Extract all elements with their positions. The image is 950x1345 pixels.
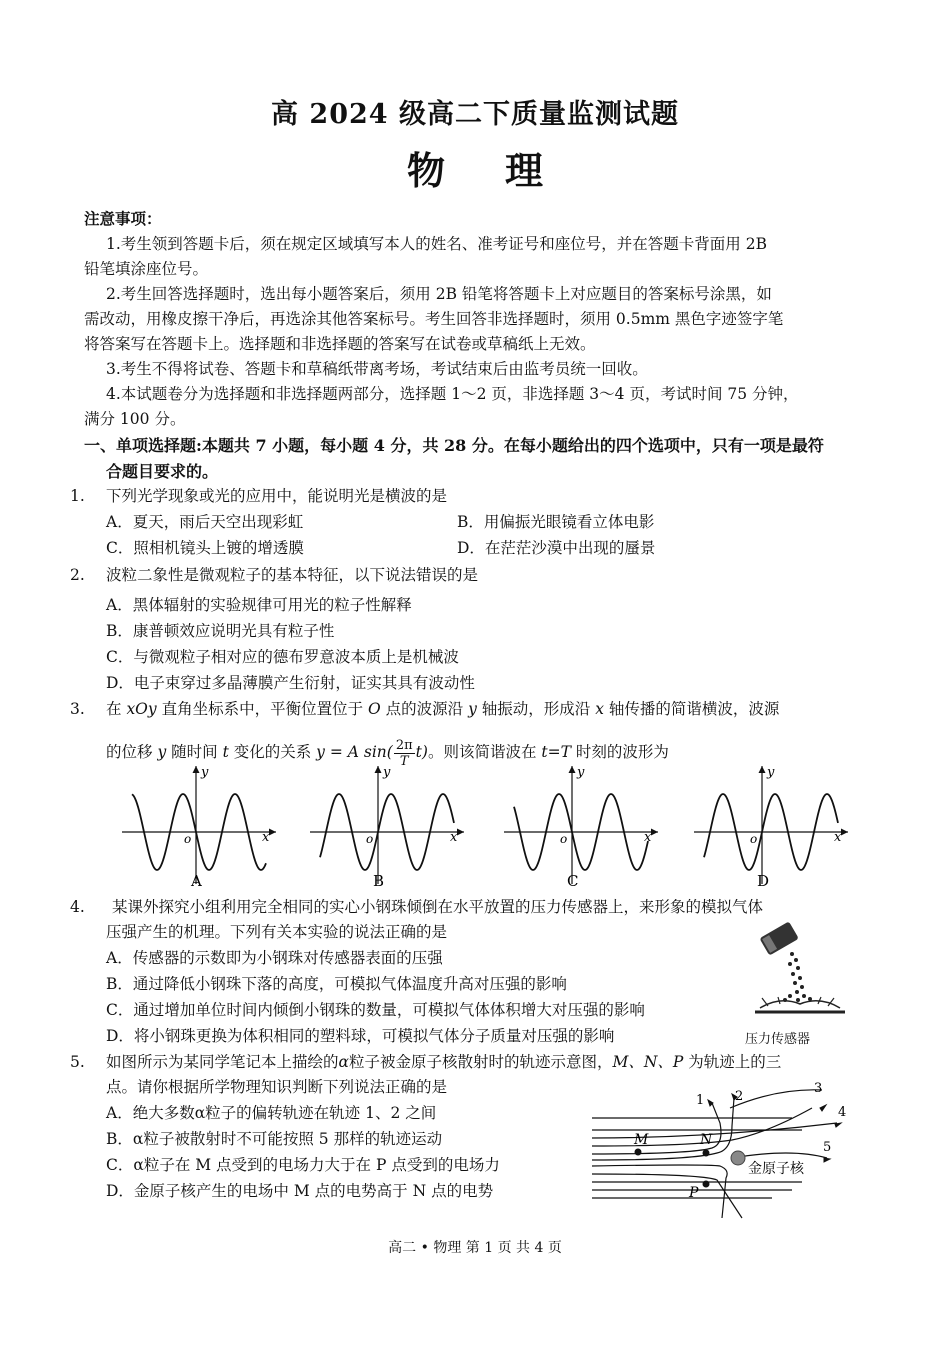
fig-label-3: 3 xyxy=(814,1081,823,1096)
q2-stem: 波粒二象性是微观粒子的基本特征，以下说法错误的是 xyxy=(106,566,479,584)
q5-option-b: B．α粒子被散射时不可能按照 5 那样的轨迹运动 xyxy=(106,1130,443,1148)
q4-option-a: A．传感器的示数即为小钢珠对传感器表面的压强 xyxy=(106,949,443,967)
q5-option-c: C．α粒子在 M 点受到的电场力大于在 P 点受到的电场力 xyxy=(106,1156,500,1174)
y-axis-label: y xyxy=(201,765,209,780)
q5-text: 为轨迹上的三 xyxy=(683,1053,782,1071)
point-m xyxy=(635,1149,642,1156)
q2-number: 2. xyxy=(70,566,85,584)
pressure-sensor-caption: 压力传感器 xyxy=(745,1032,811,1047)
q3-var: O xyxy=(368,700,381,718)
q3-text: 变化的关系 xyxy=(228,743,317,761)
question-4 xyxy=(70,895,870,920)
point-n xyxy=(703,1150,710,1157)
q3-var: t=T xyxy=(541,743,571,761)
waveform-b xyxy=(310,765,464,890)
y-axis-label: y xyxy=(767,765,775,780)
fig-label-p: P xyxy=(689,1185,699,1201)
q1-stem: 下列光学现象或光的应用中，能说明光是横波的是 xyxy=(106,487,448,505)
x-axis-label: x xyxy=(644,830,652,845)
q3-text: 随时间 xyxy=(166,743,223,761)
q5-var: α xyxy=(338,1053,349,1071)
q2-option-d: D．电子束穿过多晶薄膜产生衍射，证实其具有波动性 xyxy=(106,674,475,692)
question-3 xyxy=(70,697,870,722)
q5-var: M、N、P xyxy=(612,1053,684,1071)
notice-item-2: 2.考生回答选择题时，选出每小题答案后，须用 2B 铅笔将答题卡上对应题目的答案标号涂黑，如 xyxy=(106,285,772,303)
question-1 xyxy=(70,484,870,509)
origin-label: o xyxy=(366,832,374,846)
notice-item-2-cont: 需改动，用橡皮擦干净后，再选涂其他答案标号。考生回答非选择题时，须用 0.5mm 黑色字迹签字笔 xyxy=(84,310,784,328)
q4-number: 4. xyxy=(70,898,85,916)
notice-item-1: 1.考生领到答题卡后，须在规定区域填写本人的姓名、准考证号和座位号，并在答题卡背面用 2B xyxy=(106,235,767,253)
q2-option-a: A．黑体辐射的实验规律可用光的粒子性解释 xyxy=(106,596,412,614)
q4-line-2: 压强产生的机理。下列有关本实验的说法正确的是 xyxy=(106,923,448,941)
fig-label-5: 5 xyxy=(823,1140,832,1155)
q4-option-c: C．通过增加单位时间内倾倒小钢珠的数量，可模拟气体体积增大对压强的影响 xyxy=(106,1001,645,1019)
exam-title: 高 2024 级高二下质量监测试题 xyxy=(271,99,679,130)
q3-text: 轴传播的简谐横波，波源 xyxy=(603,700,780,718)
q1-number: 1. xyxy=(70,487,85,505)
waveform-a xyxy=(122,765,276,890)
x-axis-label: x xyxy=(450,830,458,845)
origin-label: o xyxy=(560,832,568,846)
x-axis-label: x xyxy=(262,830,270,845)
q3-var: x xyxy=(595,700,604,718)
q5-option-a: A．绝大多数α粒子的偏转轨迹在轨迹 1、2 之间 xyxy=(106,1104,437,1122)
gold-nucleus xyxy=(731,1151,745,1165)
subject-title: 物理 xyxy=(406,148,603,193)
point-p xyxy=(703,1181,710,1188)
pressure-sensor-figure xyxy=(740,920,860,1030)
section-heading xyxy=(84,433,864,485)
q3-fraction-num: 2π xyxy=(395,737,413,753)
q5-text: 如图所示为某同学笔记本上描绘的 xyxy=(106,1053,339,1071)
q3-text: 轴振动，形成沿 xyxy=(476,700,596,718)
q3-var: t xyxy=(222,743,229,761)
q3-text: 时刻的波形为 xyxy=(570,743,669,761)
q3-var: y xyxy=(157,743,167,761)
q3-formula: y = A sin( xyxy=(316,743,393,761)
q3-number: 3. xyxy=(70,700,85,718)
waveform-c xyxy=(504,765,658,890)
notice-list xyxy=(84,232,864,432)
q4-line-1: 某课外探究小组利用完全相同的实心小钢珠倾倒在水平放置的压力传感器上，来形象的模拟气体 xyxy=(112,898,764,916)
option-label-a: A xyxy=(191,872,202,890)
q5-line-2: 点。请你根据所学物理知识判断下列说法正确的是 xyxy=(106,1078,448,1096)
section-line-2: 合题目要求的。 xyxy=(106,462,219,481)
q1-option-d: D．在茫茫沙漠中出现的蜃景 xyxy=(457,539,656,557)
q3-text: 直角坐标系中，平衡位置位于 xyxy=(156,700,369,718)
q3-text: 。则该简谐波在 xyxy=(427,743,542,761)
q3-waveforms xyxy=(118,762,878,892)
y-axis-label: y xyxy=(577,765,585,780)
origin-label: o xyxy=(750,832,758,846)
fig-label-1: 1 xyxy=(696,1093,705,1108)
q4-option-b: B．通过降低小钢珠下落的高度，可模拟气体温度升高对压强的影响 xyxy=(106,975,567,993)
question-5 xyxy=(70,1050,870,1075)
notice-item-4-cont: 满分 100 分。 xyxy=(84,410,186,428)
option-label-d: D xyxy=(757,872,770,890)
q3-text: 在 xyxy=(106,700,127,718)
origin-label: o xyxy=(184,832,192,846)
option-label-c: C xyxy=(567,872,579,890)
question-2 xyxy=(70,563,870,588)
q3-text: 的位移 xyxy=(106,743,158,761)
q1-option-b: B．用偏振光眼镜看立体电影 xyxy=(457,513,655,531)
notice-item-1-cont: 铅笔填涂座位号。 xyxy=(84,260,209,278)
fig-label-4: 4 xyxy=(838,1105,847,1120)
page-footer: 高二 • 物理 第 1 页 共 4 页 xyxy=(388,1240,562,1256)
q3-formula: t) xyxy=(415,743,428,761)
section-line-1: 一、单项选择题:本题共 7 小题，每小题 4 分，共 28 分。在每小题给出的四个选项中，只有一项是最符 xyxy=(84,436,824,455)
q5-text: 粒子被金原子核散射时的轨迹示意图， xyxy=(348,1053,613,1071)
notice-item-3: 3.考生不得将试卷、答题卡和草稿纸带离考场，考试结束后由监考员统一回收。 xyxy=(106,360,648,378)
q2-option-b: B．康普顿效应说明光具有粒子性 xyxy=(106,622,335,640)
q2-option-c: C．与微观粒子相对应的德布罗意波本质上是机械波 xyxy=(106,648,459,666)
fig-label-2: 2 xyxy=(735,1089,744,1104)
q4-option-d: D．将小钢珠更换为体积相同的塑料球，可模拟气体分子质量对压强的影响 xyxy=(106,1027,615,1045)
fig-label-m: M xyxy=(634,1132,649,1148)
q1-option-c: C．照相机镜头上镀的增透膜 xyxy=(106,539,304,557)
option-label-b: B xyxy=(373,872,385,890)
q3-var: y xyxy=(468,700,477,718)
q3-fraction-den: T xyxy=(399,753,409,769)
q1-option-a: A．夏天，雨后天空出现彩虹 xyxy=(106,513,304,531)
q5-number: 5. xyxy=(70,1053,85,1071)
q5-option-d: D．金原子核产生的电场中 M 点的电势高于 N 点的电势 xyxy=(106,1182,494,1200)
alpha-scattering-figure xyxy=(592,1078,872,1223)
x-axis-label: x xyxy=(834,830,842,845)
notice-heading: 注意事项： xyxy=(84,209,162,228)
notice-item-2-cont2: 将答案写在答题卡上。选择题和非选择题的答案写在试卷或草稿纸上无效。 xyxy=(84,335,596,353)
wave-group xyxy=(122,765,848,890)
waveform-d xyxy=(694,765,848,890)
q3-text: 点的波源沿 xyxy=(380,700,469,718)
y-axis-label: y xyxy=(383,765,391,780)
fig-label-nucleus: 金原子核 xyxy=(748,1161,804,1177)
q3-var: xOy xyxy=(126,700,157,718)
fig-label-n: N xyxy=(700,1132,713,1148)
notice-item-4: 4.本试题卷分为选择题和非选择题两部分，选择题 1～2 页，非选择题 3～4 页，考试时间 75 分钟， xyxy=(106,385,799,403)
